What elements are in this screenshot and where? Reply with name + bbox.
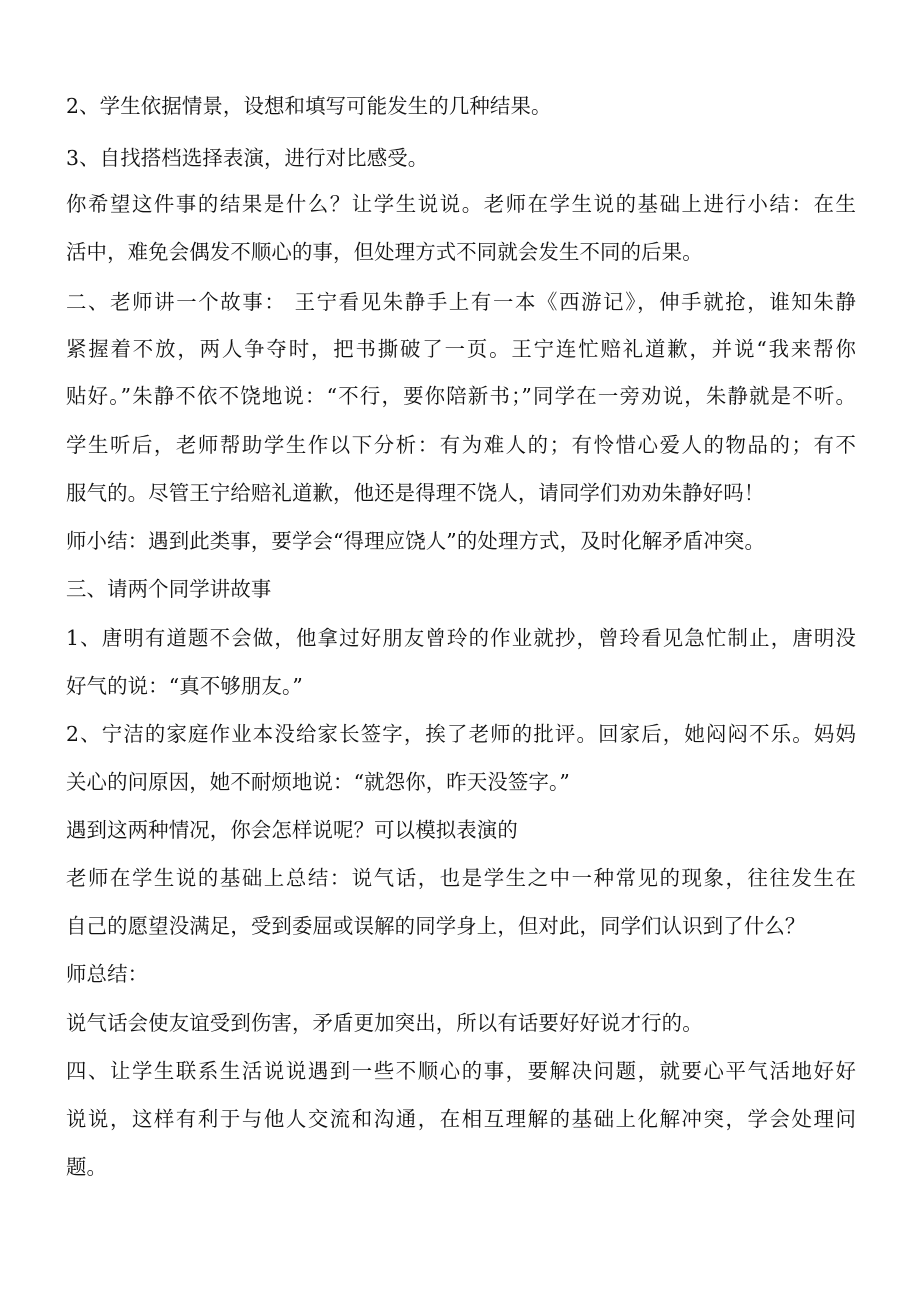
text-line: 遇到这两种情况，你会怎样说呢？可以模拟表演的 <box>66 818 518 842</box>
text-line: 自己的愿望没满足，受到委屈或误解的同学身上，但对此，同学们认识到了什么？ <box>66 914 806 938</box>
text-line: 3、自找搭档选择表演，进行对比感受。 <box>66 146 429 170</box>
text-line: 你希望这件事的结果是什么？让学生说说。老师在学生说的基础上进行小结：在生 <box>66 192 856 216</box>
text-line: 说说，这样有利于与他人交流和沟通，在相互理解的基础上化解冲突，学会处理问 <box>66 1107 856 1131</box>
text-line: 老师在学生说的基础上总结：说气话，也是学生之中一种常见的现象，往往发生在 <box>66 866 856 890</box>
text-line: 好气的说：“真不够朋友。” <box>66 674 303 698</box>
text-line: 紧握着不放，两人争夺时，把书撕破了一页。王宁连忙赔礼道歉，并说“我来帮你 <box>66 337 856 361</box>
text-line: 关心的问原因，她不耐烦地说：“就怨你，昨天没签字。” <box>66 770 570 794</box>
text-line: 师小结：遇到此类事，要学会“得理应饶人”的处理方式，及时化解矛盾冲突。 <box>66 529 765 553</box>
text-line: 四、让学生联系生活说说遇到一些不顺心的事，要解决问题，就要心平气活地好好 <box>66 1059 856 1083</box>
text-line: 1、唐明有道题不会做，他拿过好朋友曾玲的作业就抄，曾玲看见急忙制止，唐明没 <box>66 626 856 650</box>
text-line: 二、老师讲一个故事： 王宁看见朱静手上有一本《西游记》，伸手就抢，谁知朱静 <box>66 290 856 314</box>
text-line: 题。 <box>66 1155 108 1179</box>
text-line: 服气的。尽管王宁给赔礼道歉，他还是得理不饶人，请同学们劝劝朱静好吗！ <box>66 481 765 505</box>
text-line: 2、学生依据情景，设想和填写可能发生的几种结果。 <box>66 94 552 118</box>
text-line: 三、请两个同学讲故事 <box>66 577 272 601</box>
text-line: 活中，难免会偶发不顺心的事，但处理方式不同就会发生不同的后果。 <box>66 240 703 264</box>
text-line: 2、宁洁的家庭作业本没给家长签字，挨了老师的批评。回家后，她闷闷不乐。妈妈 <box>66 722 856 746</box>
text-line: 说气话会使友谊受到伤害，矛盾更加突出，所以有话要好好说才行的。 <box>66 1011 703 1035</box>
text-line: 师总结： <box>66 962 149 986</box>
text-line: 贴好。”朱静不依不饶地说：“不行，要你陪新书；”同学在一旁劝说，朱静就是不听。 <box>66 384 856 408</box>
text-line: 学生听后，老师帮助学生作以下分析：有为难人的；有怜惜心爱人的物品的；有不 <box>66 433 856 457</box>
